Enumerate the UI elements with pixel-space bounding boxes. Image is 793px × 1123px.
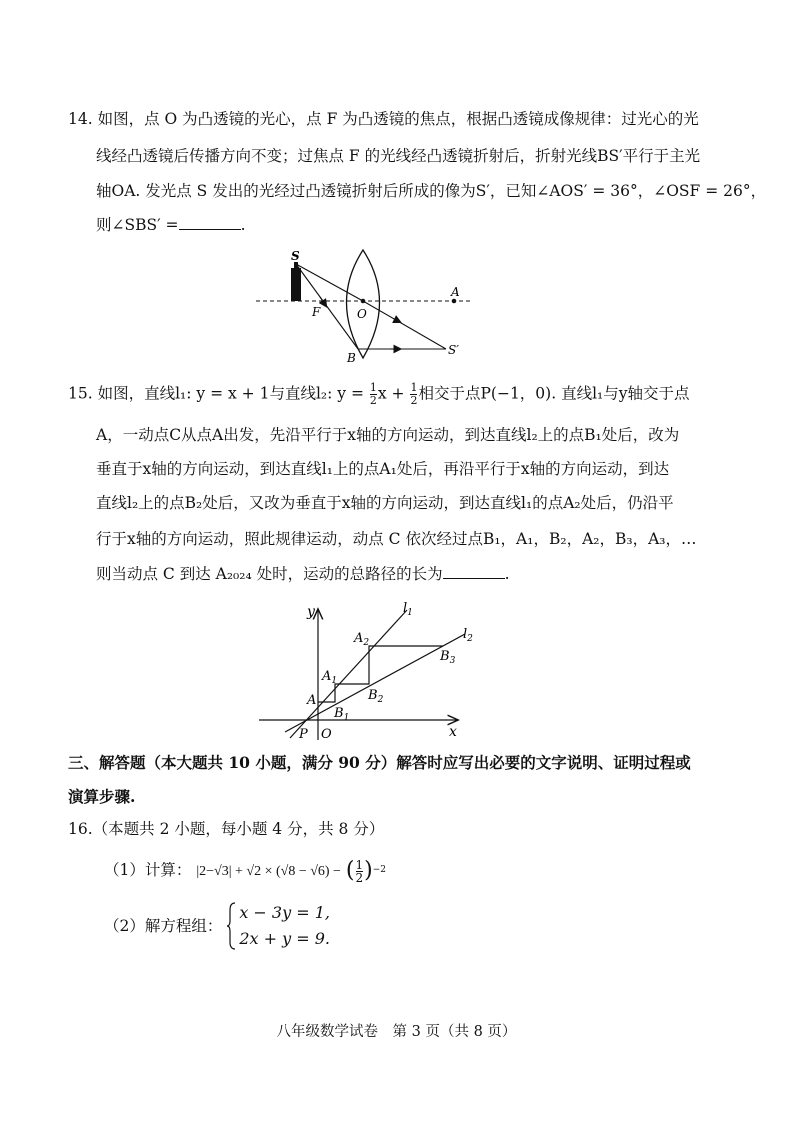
- label-l2: $l_2$: [463, 627, 473, 644]
- staircase-path: [318, 646, 443, 702]
- label-A2: $A_2$: [354, 631, 370, 648]
- label-O: O: [321, 727, 332, 742]
- q14-line4: 则∠SBS′ = .: [96, 216, 246, 234]
- q14-line2: 线经凸透镜后传播方向不变；过焦点 F 的光线经凸透镜折射后，折射光线BS′平行于主光: [96, 147, 701, 165]
- label-S: S: [291, 249, 300, 263]
- label-B: B: [347, 351, 356, 365]
- section3-line1: 三、解答题（本大题共 10 小题，满分 90 分）解答时应写出必要的文字说明、证明过程或: [68, 753, 691, 772]
- q15-line5: 行于x轴的方向运动，照此规律运动，动点 C 依次经过点B₁，A₁，B₂，A₂，B₃，A₃，…: [96, 530, 697, 548]
- coordinate-figure: [255, 598, 473, 743]
- q16-header: 16.（本题共 2 小题，每小题 4 分，共 8 分）: [68, 820, 385, 838]
- section3-line2: 演算步骤.: [68, 787, 136, 806]
- q15-line6: 则当动点 C 到达 A₂₀₂₄ 处时，运动的总路径的长为 .: [96, 565, 510, 583]
- label-B1: $B_1$: [334, 706, 350, 723]
- label-x: x: [449, 724, 457, 740]
- q15-line1: 15. 如图，直线l₁: y = x + 1与直线l₂: y = $\frac{1}{2}$ x + $\frac{1}{2}$ 相交于点P(−1，0). 直线l₁与y轴交于点: [68, 381, 690, 407]
- lens-figure: [250, 246, 480, 370]
- q16-part1: （1）计算： |2−√3| + √2 × (√8 − √6) − ( $\frac{1}{2}$ )$^{-2}$: [104, 857, 387, 885]
- object-candle: [291, 268, 301, 301]
- convex-lens: [347, 250, 380, 358]
- label-l1: $l_1$: [403, 601, 413, 618]
- label-A1: $A_1$: [322, 669, 338, 686]
- label-P: P: [299, 727, 308, 742]
- equation-system: x − 3y = 1, 2x + y = 9.: [227, 900, 330, 952]
- label-B3: $B_3$: [440, 649, 456, 666]
- label-F: F: [312, 305, 321, 319]
- q15-line3: 垂直于x轴的方向运动，到达直线l₁上的点A₁处后，再沿平行于x轴的方向运动，到达: [96, 460, 670, 478]
- q15-line2: A，一动点C从点A出发，先沿平行于x轴的方向运动，到达直线l₂上的点B₁处后，改为: [96, 426, 680, 444]
- answer-blank-14[interactable]: [179, 228, 241, 230]
- q15-line4: 直线l₂上的点B₂处后，又改为垂直于x轴的方向运动，到达直线l₁的点A₂处后，仍沿平: [96, 494, 674, 512]
- q14-line1: 14. 如图，点 O 为凸透镜的光心，点 F 为凸透镜的焦点，根据凸透镜成像规律：过光心的光: [68, 110, 699, 128]
- page-footer: 八年级数学试卷 第 3 页（共 8 页）: [276, 1024, 517, 1040]
- fraction-half: $\frac{1}{2}$: [369, 381, 377, 407]
- q14-line3: 轴OA. 发光点 S 发出的光经过凸透镜折射后所成的像为S′，已知∠AOS′ = 36°，∠OSF = 26°，: [96, 182, 767, 200]
- label-B2: $B_2$: [368, 688, 384, 705]
- line-l2: [285, 634, 465, 732]
- q16-part2: （2）解方程组： x − 3y = 1, 2x + y = 9.: [104, 900, 330, 952]
- label-y: y: [307, 604, 315, 620]
- answer-blank-15[interactable]: [443, 577, 505, 579]
- label-O: O: [357, 307, 367, 321]
- label-A: A: [307, 693, 317, 708]
- label-S-prime: S′: [448, 343, 459, 357]
- fraction-half-2: $\frac{1}{2}$: [410, 381, 418, 407]
- label-A: A: [451, 285, 460, 299]
